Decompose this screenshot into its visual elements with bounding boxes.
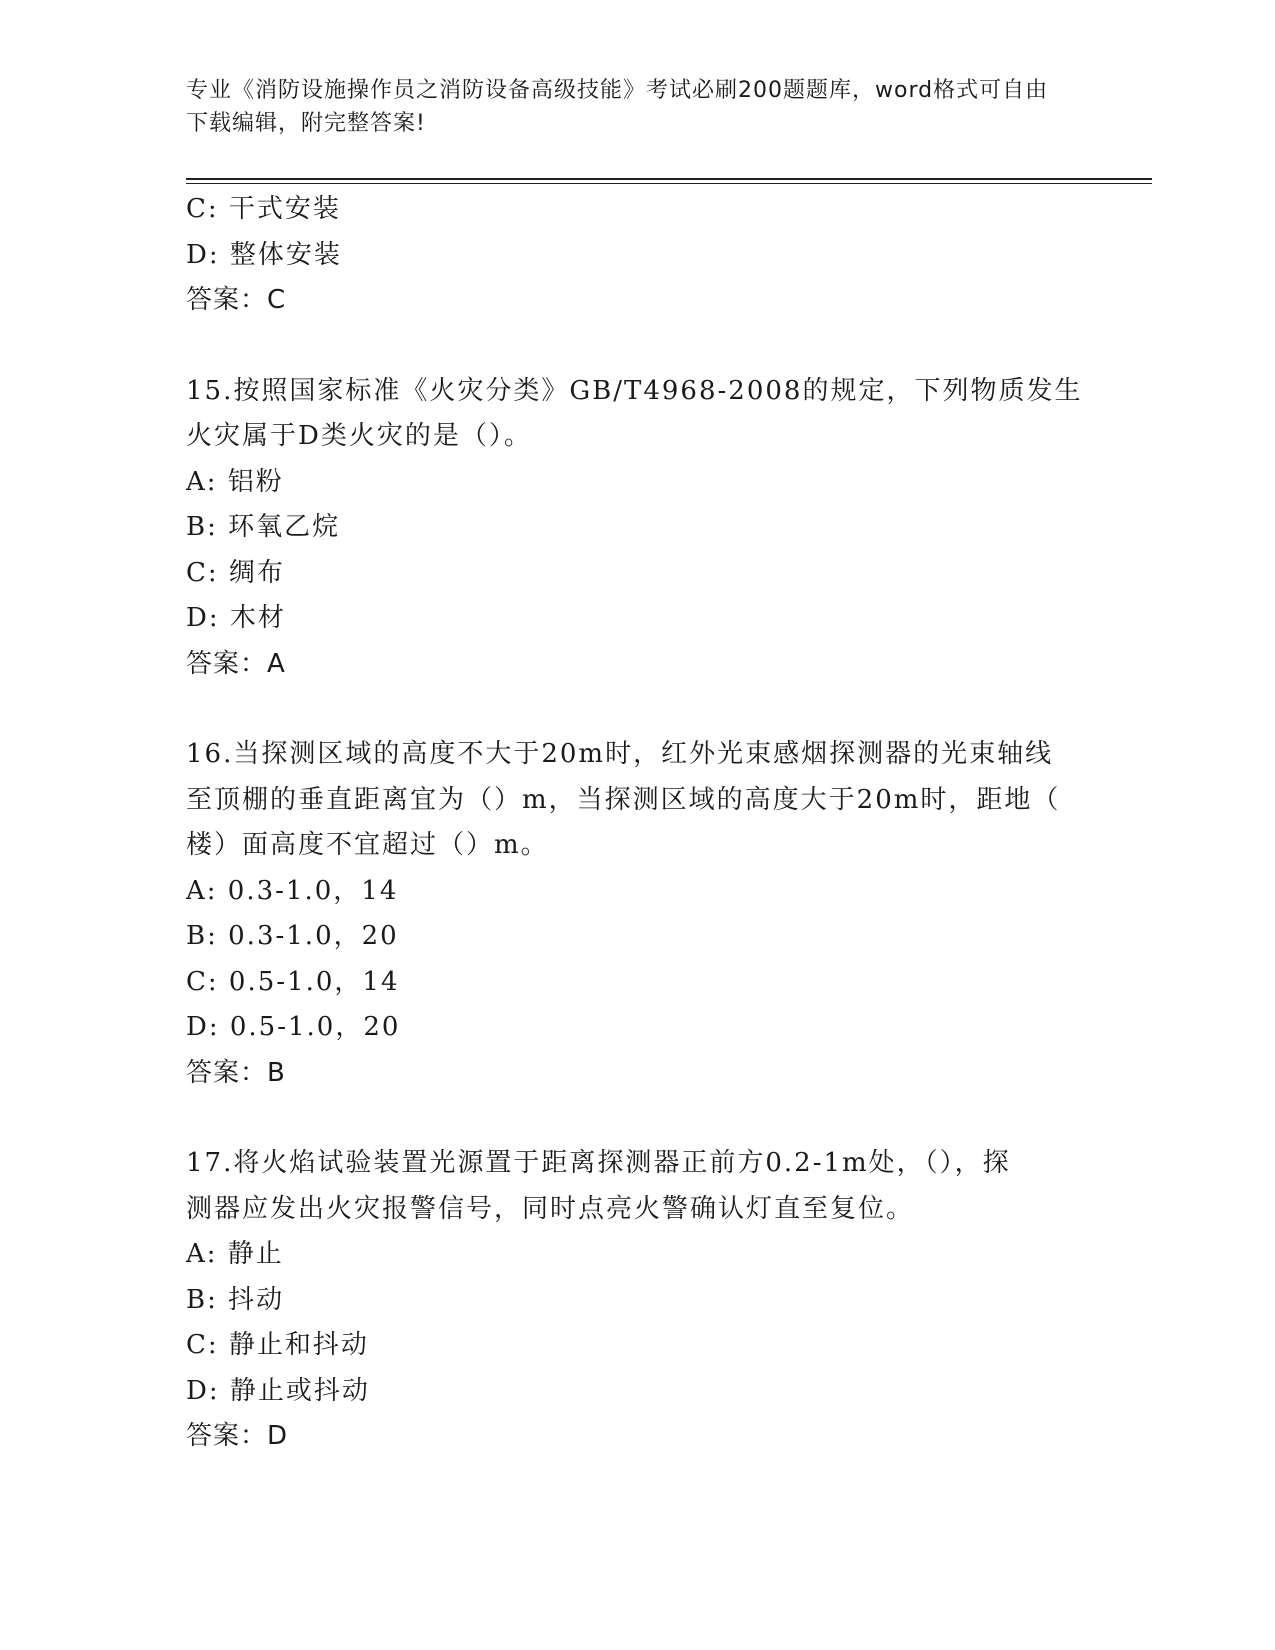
header-text: 专业《消防设施操作员之消防设备高级技能》考试必刷200题题库，word格式可自由下载编辑，附完整答案! bbox=[186, 78, 1049, 136]
question-16 bbox=[186, 732, 1086, 1096]
question-15 bbox=[186, 369, 1086, 688]
option-a: A: 0.3-1.0，14 bbox=[186, 875, 399, 906]
document-body bbox=[186, 187, 1086, 1460]
question-stem: 16.当探测区域的高度不大于20m时，红外光束感烟探测器的光束轴线 bbox=[186, 739, 1054, 769]
document-header bbox=[186, 74, 1066, 140]
answer: 答案：A bbox=[186, 648, 286, 679]
header-divider-thick bbox=[186, 178, 1152, 180]
option-d: D: 木材 bbox=[186, 603, 286, 633]
option-b: B: 0.3-1.0，20 bbox=[186, 921, 399, 951]
header-divider-thin bbox=[186, 183, 1152, 184]
option-c: C: 静止和抖动 bbox=[186, 1330, 369, 1360]
question-stem: 楼）面高度不宜超过（）m。 bbox=[186, 830, 549, 860]
option-d: D: 整体安装 bbox=[186, 239, 342, 270]
question-stem: 15.按照国家标准《火灾分类》GB/T4968-2008的规定，下列物质发生 bbox=[186, 375, 1083, 406]
question-14-partial bbox=[186, 187, 1086, 324]
option-a: A: 铝粉 bbox=[186, 466, 284, 497]
option-b: B: 环氧乙烷 bbox=[186, 512, 341, 542]
question-stem: 17.将火焰试验装置光源置于距离探测器正前方0.2-1m处，（），探 bbox=[186, 1148, 1011, 1178]
option-a: A: 静止 bbox=[186, 1239, 284, 1269]
question-stem: 火灾属于D类火灾的是（）。 bbox=[186, 421, 532, 451]
option-c: C: 0.5-1.0，14 bbox=[186, 966, 400, 997]
option-d: D: 静止或抖动 bbox=[186, 1375, 370, 1406]
option-c: C: 干式安装 bbox=[186, 194, 341, 224]
option-d: D: 0.5-1.0，20 bbox=[186, 1012, 401, 1042]
question-17 bbox=[186, 1141, 1086, 1460]
answer: 答案：D bbox=[186, 1421, 289, 1451]
question-stem: 测器应发出火灾报警信号，同时点亮火警确认灯直至复位。 bbox=[186, 1193, 915, 1224]
option-c: C: 绸布 bbox=[186, 557, 285, 588]
answer: 答案：B bbox=[186, 1057, 286, 1088]
question-stem: 至顶棚的垂直距离宜为（）m，当探测区域的高度大于20m时，距地（ bbox=[186, 784, 1061, 815]
answer: 答案：C bbox=[186, 285, 287, 315]
option-b: B: 抖动 bbox=[186, 1284, 285, 1315]
